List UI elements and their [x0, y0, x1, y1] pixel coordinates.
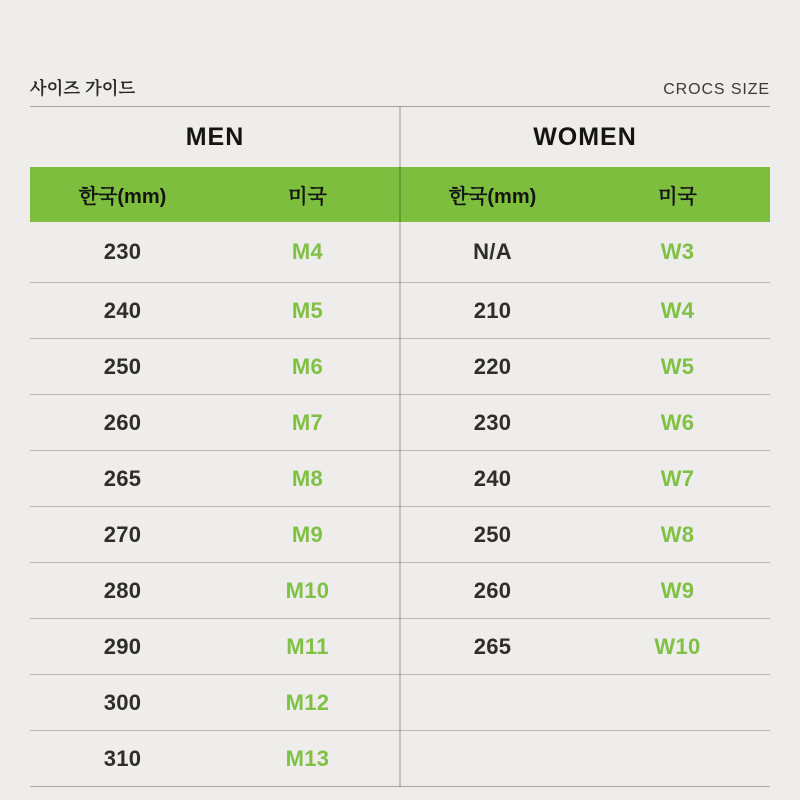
men-korea-size-cell: 240 [103, 297, 142, 323]
women-us-size-cell: W4 [660, 297, 695, 323]
men-korea-size-cell: 250 [103, 353, 142, 379]
men-korea-size-cell: 300 [103, 689, 142, 715]
men-us-column-header: 미국 [288, 186, 327, 208]
size-table [30, 107, 770, 787]
men-us-size-cell: M8 [291, 465, 324, 491]
men-section-header: MEN [185, 122, 245, 151]
women-us-size-cell: W10 [654, 633, 701, 659]
men-korea-size-cell: 260 [103, 409, 142, 435]
men-korea-size-cell: 230 [103, 239, 142, 264]
women-korea-size-cell: N/A [473, 239, 512, 264]
men-us-size-cell: M13 [285, 745, 330, 771]
women-korea-size-cell: 265 [473, 633, 512, 659]
men-korea-size-cell: 280 [103, 577, 142, 603]
women-us-column-header: 미국 [658, 186, 697, 208]
men-us-size-cell: M5 [291, 297, 324, 323]
women-korea-size-cell: 240 [473, 465, 512, 491]
men-us-size-cell: M6 [291, 353, 324, 379]
women-us-size-cell: W9 [660, 577, 695, 603]
men-korea-size-cell: 270 [103, 521, 142, 547]
women-korea-size-cell: 260 [473, 577, 512, 603]
size-guide-page [30, 0, 770, 787]
men-us-size-cell: M10 [285, 577, 330, 603]
men-us-size-cell: M11 [286, 633, 329, 659]
women-section-header: WOMEN [533, 122, 637, 151]
women-korea-size-cell: 210 [473, 297, 512, 323]
brand-label: CROCS SIZE [663, 81, 770, 98]
women-korea-column-header: 한국(mm) [448, 186, 537, 208]
women-us-size-cell: W6 [660, 409, 695, 435]
women-korea-size-cell: 220 [473, 353, 512, 379]
men-us-size-cell: M4 [291, 239, 324, 264]
top-bar [30, 0, 770, 107]
women-korea-size-cell: 250 [473, 521, 512, 547]
women-us-size-cell: W7 [660, 465, 695, 491]
women-us-size-cell: W3 [660, 239, 695, 264]
men-korea-size-cell: 290 [103, 633, 142, 659]
women-us-size-cell: W5 [660, 353, 695, 379]
men-korea-column-header: 한국(mm) [78, 186, 167, 208]
men-korea-size-cell: 310 [103, 745, 142, 771]
women-korea-size-cell: 230 [473, 409, 512, 435]
center-divider [399, 107, 401, 787]
men-us-size-cell: M7 [291, 409, 324, 435]
women-us-size-cell: W8 [660, 521, 695, 547]
page-title: 사이즈 가이드 [30, 79, 136, 98]
men-us-size-cell: M12 [285, 689, 330, 715]
men-korea-size-cell: 265 [103, 465, 142, 491]
men-us-size-cell: M9 [291, 521, 324, 547]
